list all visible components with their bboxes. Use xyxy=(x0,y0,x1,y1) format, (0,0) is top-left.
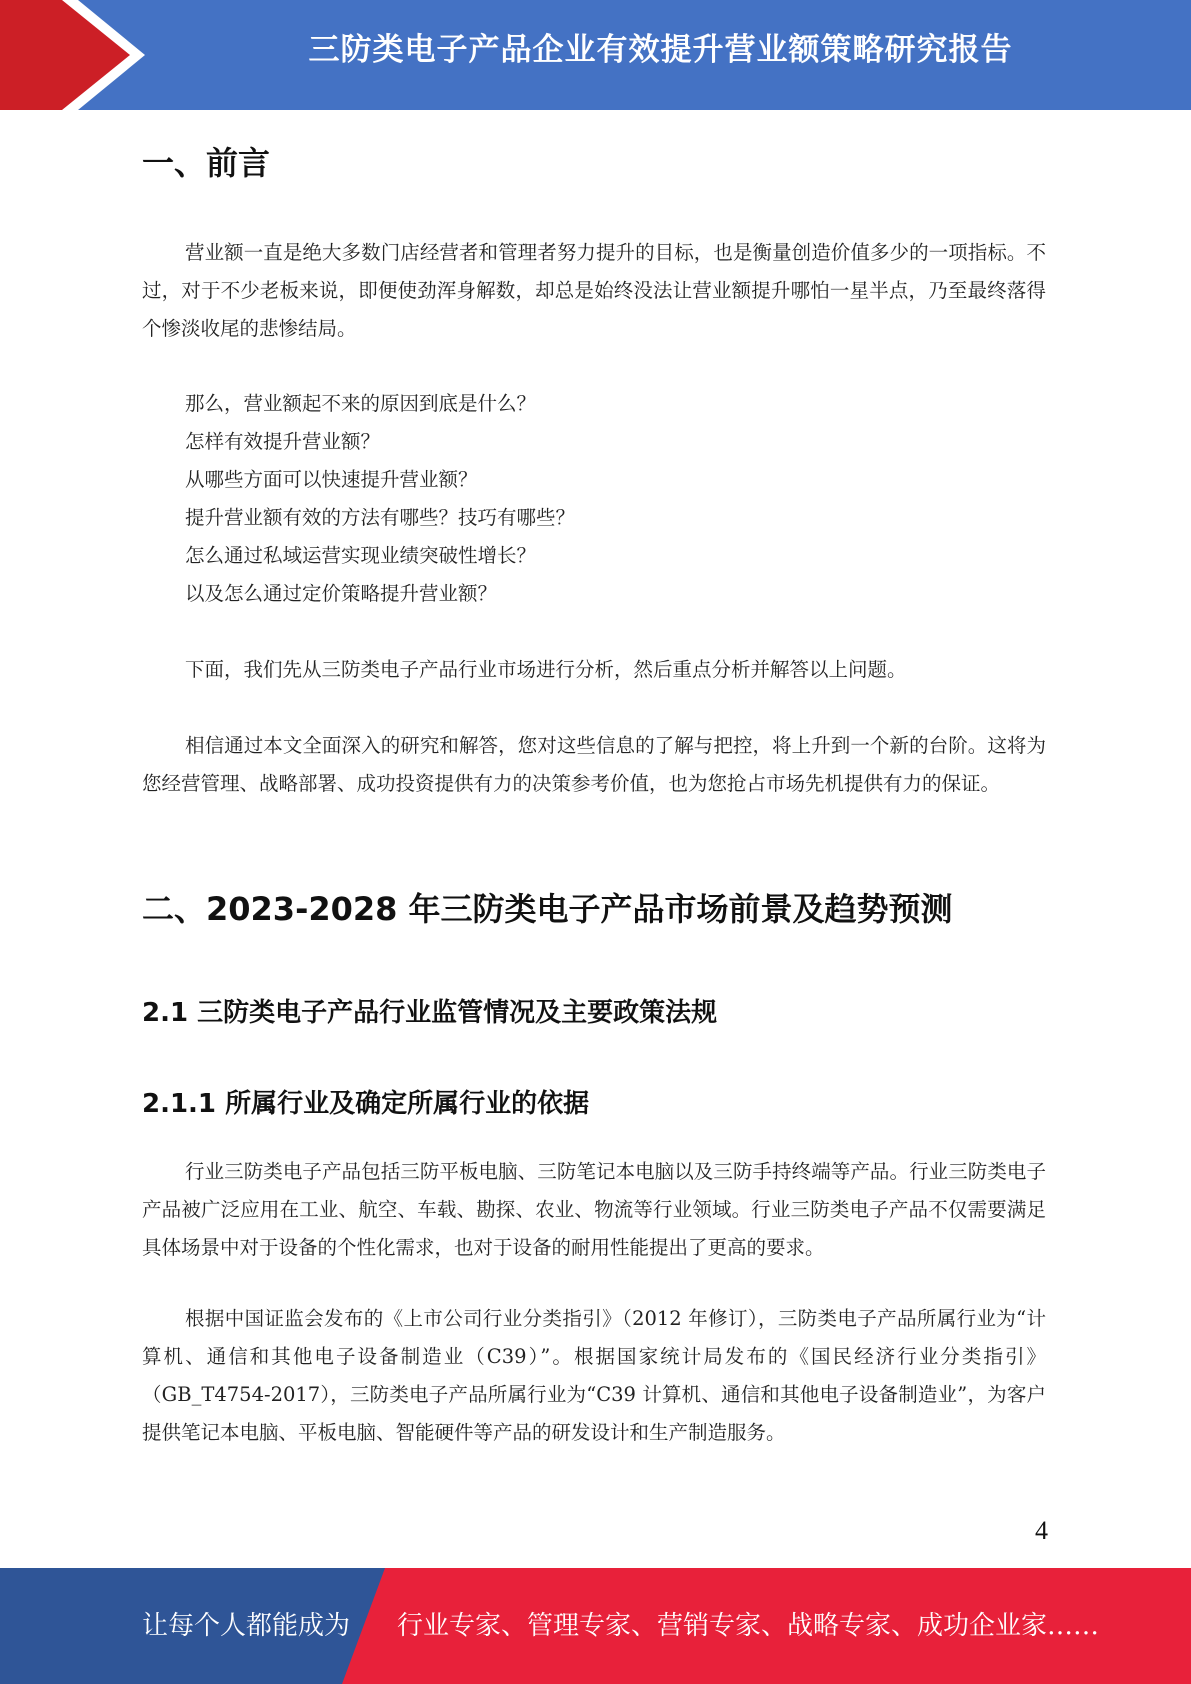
footer-band xyxy=(0,1568,1191,1684)
subsection-2-1-heading: 2.1 三防类电子产品行业监管情况及主要政策法规 xyxy=(142,998,718,1028)
header-band xyxy=(0,0,1191,110)
page-number: 4 xyxy=(1035,1516,1048,1545)
footer-slogan-right: 行业专家、管理专家、营销专家、战略专家、成功企业家…… xyxy=(397,1611,1100,1641)
header-arrow-decoration xyxy=(0,0,160,110)
section1-heading: 一、前言 xyxy=(142,144,271,182)
report-title: 三防类电子产品企业有效提升营业额策略研究报告 xyxy=(308,32,1013,68)
question-item: 怎样有效提升营业额？ xyxy=(185,430,381,453)
section2-paragraph-1: 行业三防类电子产品包括三防平板电脑、三防笔记本电脑以及三防手持终端等产品。行业三防类电子产品被广泛应用在工业、航空、车载、勘探、农业、物流等行业领域。行业三防类电子产品不仅需要满足具体场景中对于设备的个性化需求，也对于设备的耐用性能提出了更高的要求。 xyxy=(142,1160,1046,1259)
question-list xyxy=(185,385,575,613)
question-item: 以及怎么通过定价策略提升营业额？ xyxy=(185,582,498,605)
question-item: 怎么通过私域运营实现业绩突破性增长？ xyxy=(185,544,537,567)
question-item: 那么，营业额起不来的原因到底是什么？ xyxy=(185,392,537,415)
footer-slogan-left: 让每个人都能成为 xyxy=(142,1611,351,1641)
section2-paragraph-2: 根据中国证监会发布的《上市公司行业分类指引》（2012 年修订），三防类电子产品所属行业为“计算机、通信和其他电子设备制造业（C39）”。根据国家统计局发布的《国民经济行业分类指引》（GB_T4754-2017），三防类电子产品所属行业为“C39 计算机、通信和其他电子设备制造业”，为客户提供笔记本电脑、平板电脑、智能硬件等产品的研发设计和生产制造服务。 xyxy=(142,1307,1046,1444)
section2-heading: 二、2023-2028 年三防类电子产品市场前景及趋势预测 xyxy=(142,890,953,928)
question-item: 从哪些方面可以快速提升营业额？ xyxy=(185,468,478,491)
subsection-2-1-1-heading: 2.1.1 所属行业及确定所属行业的依据 xyxy=(142,1089,590,1119)
section1-next-paragraph: 下面，我们先从三防类电子产品行业市场进行分析，然后重点分析并解答以上问题。 xyxy=(185,658,907,681)
question-item: 提升营业额有效的方法有哪些？技巧有哪些？ xyxy=(185,506,576,529)
section1-closing-paragraph: 相信通过本文全面深入的研究和解答，您对这些信息的了解与把控，将上升到一个新的台阶。这将为您经营管理、战略部署、成功投资提供有力的决策参考价值，也为您抢占市场先机提供有力的保证。 xyxy=(142,734,1046,795)
section1-intro-paragraph: 营业额一直是绝大多数门店经营者和管理者努力提升的目标，也是衡量创造价值多少的一项指标。不过，对于不少老板来说，即便使劲浑身解数，却总是始终没法让营业额提升哪怕一星半点，乃至最终落得个惨淡收尾的悲惨结局。 xyxy=(142,241,1046,340)
